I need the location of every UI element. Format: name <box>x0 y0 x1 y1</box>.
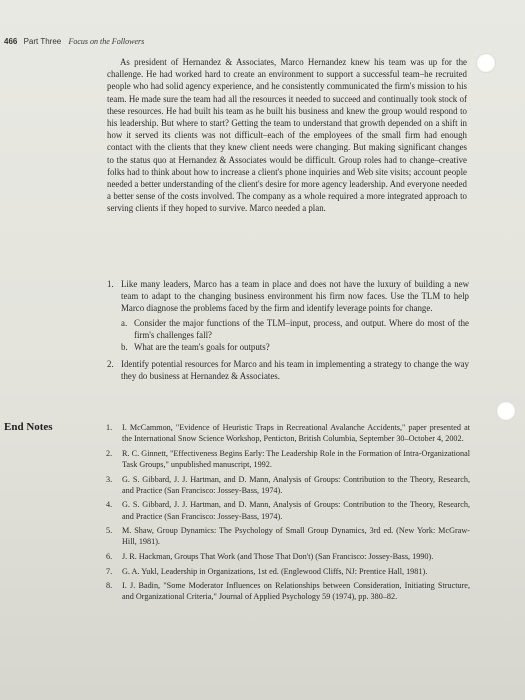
question-item <box>107 358 469 382</box>
note-number: 5. <box>106 526 113 536</box>
note-number: 3. <box>106 474 113 484</box>
note-number: 4. <box>106 500 113 510</box>
sub-question-letter: b. <box>121 342 128 353</box>
chapter-label: Focus on the Followers <box>68 37 145 46</box>
end-notes-list <box>106 422 470 606</box>
end-note-item <box>106 580 470 602</box>
body-paragraph: As president of Hernandez & Associates, Marco Hernandez knew his team was up for the challenge. He had worked hard to create an environment to support a successful team–he recruited people who had solid agency experience, and he consistently communicated the firm's mission to his team. He made sure the team had all the resources it needed to succeed and continually took stock of these resources. He had built his team as he built his business and knew the group would respond to his leadership. But where to start? Getting the team to understand that growth depended on a shift in how it served its clients was not difficult–each of the employees of the small firm had enough contact with the clients that they knew client needs were changing. But making significant changes to the status quo at Hernandez & Associates would be difficult. Group roles had to change–creative folks had to think about how to increase a client's phone inquiries and Web site visits; account people needed a better understanding of the client's desire for more agency leadership. And everyone needed a better sense of the costs involved. The company as a whole required a more integrated approach to serving clients if they hoped to survive. Marco needed a plan. <box>107 57 467 214</box>
note-text: I. McCammon, "Evidence of Heuristic Traps in Recreational Avalanche Accidents," paper presented at the International Snow Science Workshop, Penticton, British Columbia, September 30–October 4, 2002. <box>122 423 470 444</box>
end-note-item <box>106 499 470 521</box>
end-note-item <box>106 551 470 562</box>
end-note-item <box>106 448 470 470</box>
page-number: 466 <box>4 37 18 46</box>
note-text: G. A. Yukl, Leadership in Organizations, 1st ed. (Englewood Cliffs, NJ: Prentice Hall, 1981). <box>122 566 428 576</box>
end-note-item <box>106 422 470 444</box>
end-note-item <box>106 525 470 547</box>
note-text: R. C. Ginnett, "Effectiveness Begins Early: The Leadership Role in the Formation of Intra-Organizational Task Groups," unpublished manuscript, 1992. <box>122 448 470 469</box>
case-paragraph <box>107 56 467 215</box>
running-header <box>4 37 144 46</box>
note-number: 7. <box>106 566 113 576</box>
sub-questions <box>121 317 469 354</box>
question-number: 1. <box>107 279 114 289</box>
note-text: J. R. Hackman, Groups That Work (and Those That Don't) (San Francisco: Jossey-Bass, 1990). <box>122 551 434 561</box>
note-text: G. S. Gibbard, J. J. Hartman, and D. Mann, Analysis of Groups: Contribution to the Theory, Research, and Practice (San Francisco: Jossey-Bass, 1974). <box>122 474 470 495</box>
note-number: 1. <box>106 423 113 432</box>
sub-question-text: What are the team's goals for outputs? <box>134 342 270 353</box>
end-notes-heading: End Notes <box>4 421 53 433</box>
sub-question-item <box>121 341 469 353</box>
sub-question-text: Consider the major functions of the TLM–input, process, and output. Where do most of the firm's challenges fall? <box>134 317 469 340</box>
note-text: M. Shaw, Group Dynamics: The Psychology of Small Group Dynamics, 3rd ed. (New York: McGraw-Hill, 1981). <box>122 526 470 547</box>
sub-question-letter: a. <box>121 317 128 328</box>
part-label: Part Three <box>23 37 62 46</box>
question-text: Like many leaders, Marco has a team in place and does not have the luxury of building a new team to adapt to the changing business environment his firm now faces. Use the TLM to help Marco diagnose the problems faced by the firm and identify leverage points for change. <box>121 279 469 314</box>
note-number: 6. <box>106 551 113 561</box>
question-item <box>107 278 469 353</box>
discussion-questions <box>107 278 469 388</box>
note-number: 2. <box>106 448 113 458</box>
end-note-item <box>106 474 470 496</box>
end-note-item <box>106 566 470 577</box>
sub-question-item <box>121 317 469 341</box>
question-number: 2. <box>107 359 114 370</box>
binder-hole-top <box>476 53 496 73</box>
note-text: G. S. Gibbard, J. J. Hartman, and D. Mann, Analysis of Groups: Contribution to the Theory, Research, and Practice (San Francisco: Jossey-Bass, 1974). <box>122 500 470 521</box>
note-text: I. J. Badin, "Some Moderator Influences on Relationships between Consideration, Initiating Structure, and Organizational Criteria," Journal of Applied Psychology 59 (1974), pp. 380–82. <box>122 581 470 602</box>
note-number: 8. <box>106 581 113 591</box>
binder-hole-middle <box>496 401 516 421</box>
question-text: Identify potential resources for Marco and his team in implementing a strategy to change the way they do business at Hernandez & Associates. <box>121 359 469 382</box>
